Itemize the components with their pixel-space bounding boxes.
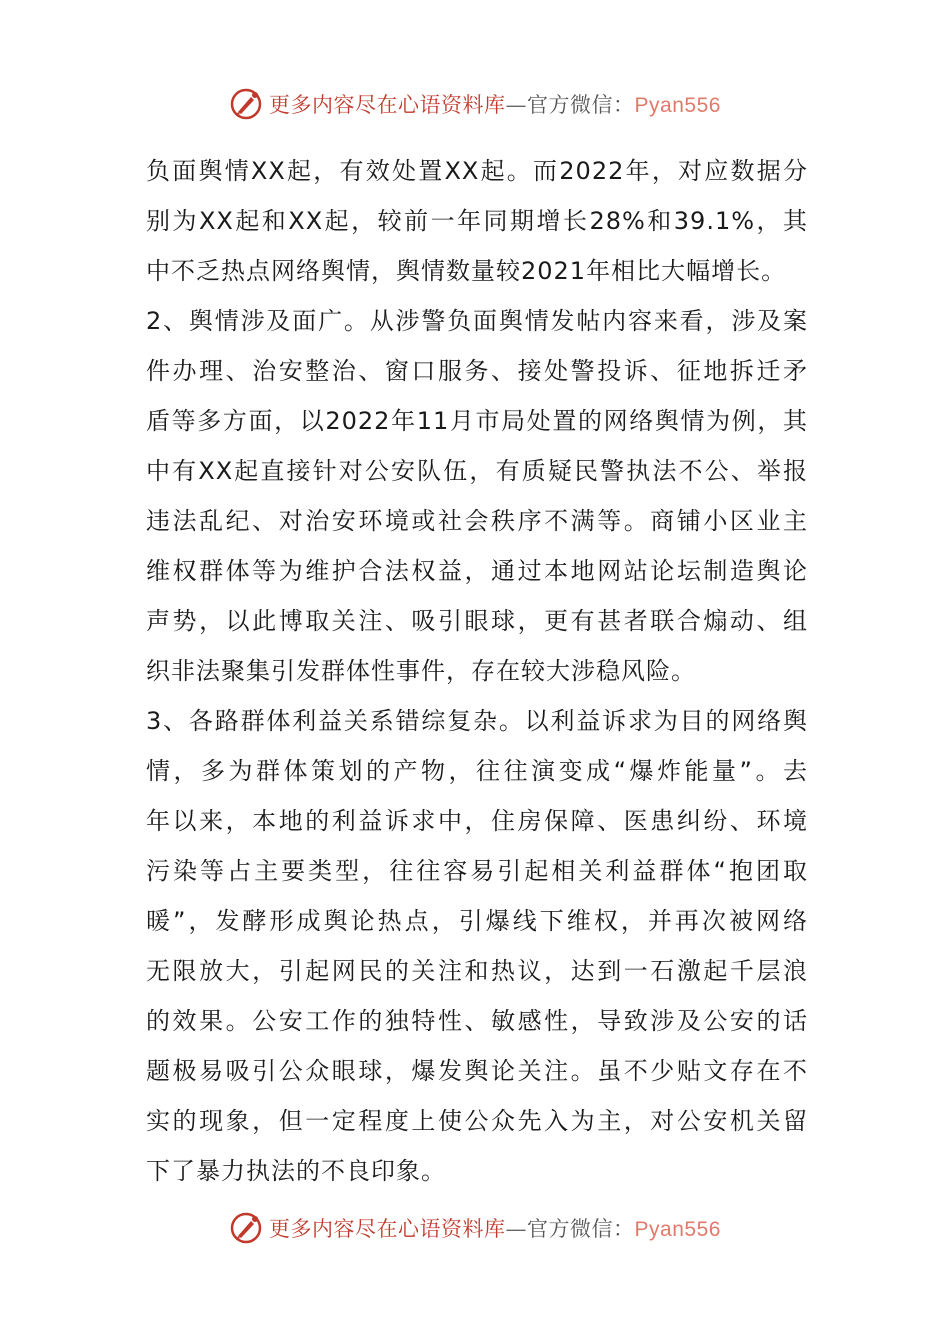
text-line: 维权群体等为维护合法权益，通过本地网站论坛制造舆论 bbox=[146, 557, 808, 585]
text-line: 下了暴力执法的不良印象。 bbox=[146, 1157, 446, 1185]
text-line: 情，多为群体策划的产物，往往演变成“爆炸能量”。去 bbox=[146, 757, 808, 785]
banner-text bbox=[269, 89, 721, 119]
text-line: 织非法聚集引发群体性事件，存在较大涉稳风险。 bbox=[146, 657, 696, 685]
banner-dash: — bbox=[505, 93, 528, 117]
text-line: 件办理、治安整治、窗口服务、接处警投诉、征地拆迁矛 bbox=[146, 357, 808, 385]
banner-label: 官方微信： bbox=[527, 93, 635, 117]
text-line: 3、各路群体利益关系错综复杂。以利益诉求为目的网络舆 bbox=[146, 707, 808, 735]
text-line: 别为XX起和XX起，较前一年同期增长28%和39.1%，其 bbox=[146, 207, 808, 235]
text-line: 盾等多方面，以2022年11月市局处置的网络舆情为例，其 bbox=[146, 407, 808, 435]
pen-logo-icon bbox=[229, 87, 263, 121]
banner-site-text: 更多内容尽在心语资料库 bbox=[269, 1217, 506, 1241]
pen-logo-icon bbox=[229, 1211, 263, 1245]
banner-wechat-id: Pyan556 bbox=[634, 94, 721, 117]
banner-label: 官方微信： bbox=[527, 1217, 635, 1241]
text-line: 2、舆情涉及面广。从涉警负面舆情发帖内容来看，涉及案 bbox=[146, 307, 808, 335]
document-body bbox=[146, 146, 808, 1196]
text-line: 中有XX起直接针对公安队伍，有质疑民警执法不公、举报 bbox=[146, 457, 808, 485]
text-line: 中不乏热点网络舆情，舆情数量较2021年相比大幅增长。 bbox=[146, 257, 787, 285]
text-line: 污染等占主要类型，往往容易引起相关利益群体“抱团取 bbox=[146, 857, 808, 885]
text-line: 实的现象，但一定程度上使公众先入为主，对公安机关留 bbox=[146, 1107, 808, 1135]
text-line: 的效果。公安工作的独特性、敏感性，导致涉及公安的话 bbox=[146, 1007, 808, 1035]
text-line: 无限放大，引起网民的关注和热议，达到一石激起千层浪 bbox=[146, 957, 808, 985]
banner-dash: — bbox=[505, 1217, 528, 1241]
footer-banner bbox=[0, 1208, 950, 1248]
banner-wechat-id: Pyan556 bbox=[634, 1218, 721, 1241]
text-line: 年以来，本地的利益诉求中，住房保障、医患纠纷、环境 bbox=[146, 807, 808, 835]
banner-site-text: 更多内容尽在心语资料库 bbox=[269, 93, 506, 117]
text-line: 违法乱纪、对治安环境或社会秩序不满等。商铺小区业主 bbox=[146, 507, 808, 535]
banner-text bbox=[269, 1213, 721, 1243]
text-line: 暖”，发酵形成舆论热点，引爆线下维权，并再次被网络 bbox=[146, 907, 808, 935]
text-line: 题极易吸引公众眼球，爆发舆论关注。虽不少贴文存在不 bbox=[146, 1057, 808, 1085]
text-line: 声势，以此博取关注、吸引眼球，更有甚者联合煽动、组 bbox=[146, 607, 808, 635]
text-line: 负面舆情XX起，有效处置XX起。而2022年，对应数据分 bbox=[146, 157, 808, 185]
header-banner bbox=[0, 84, 950, 124]
